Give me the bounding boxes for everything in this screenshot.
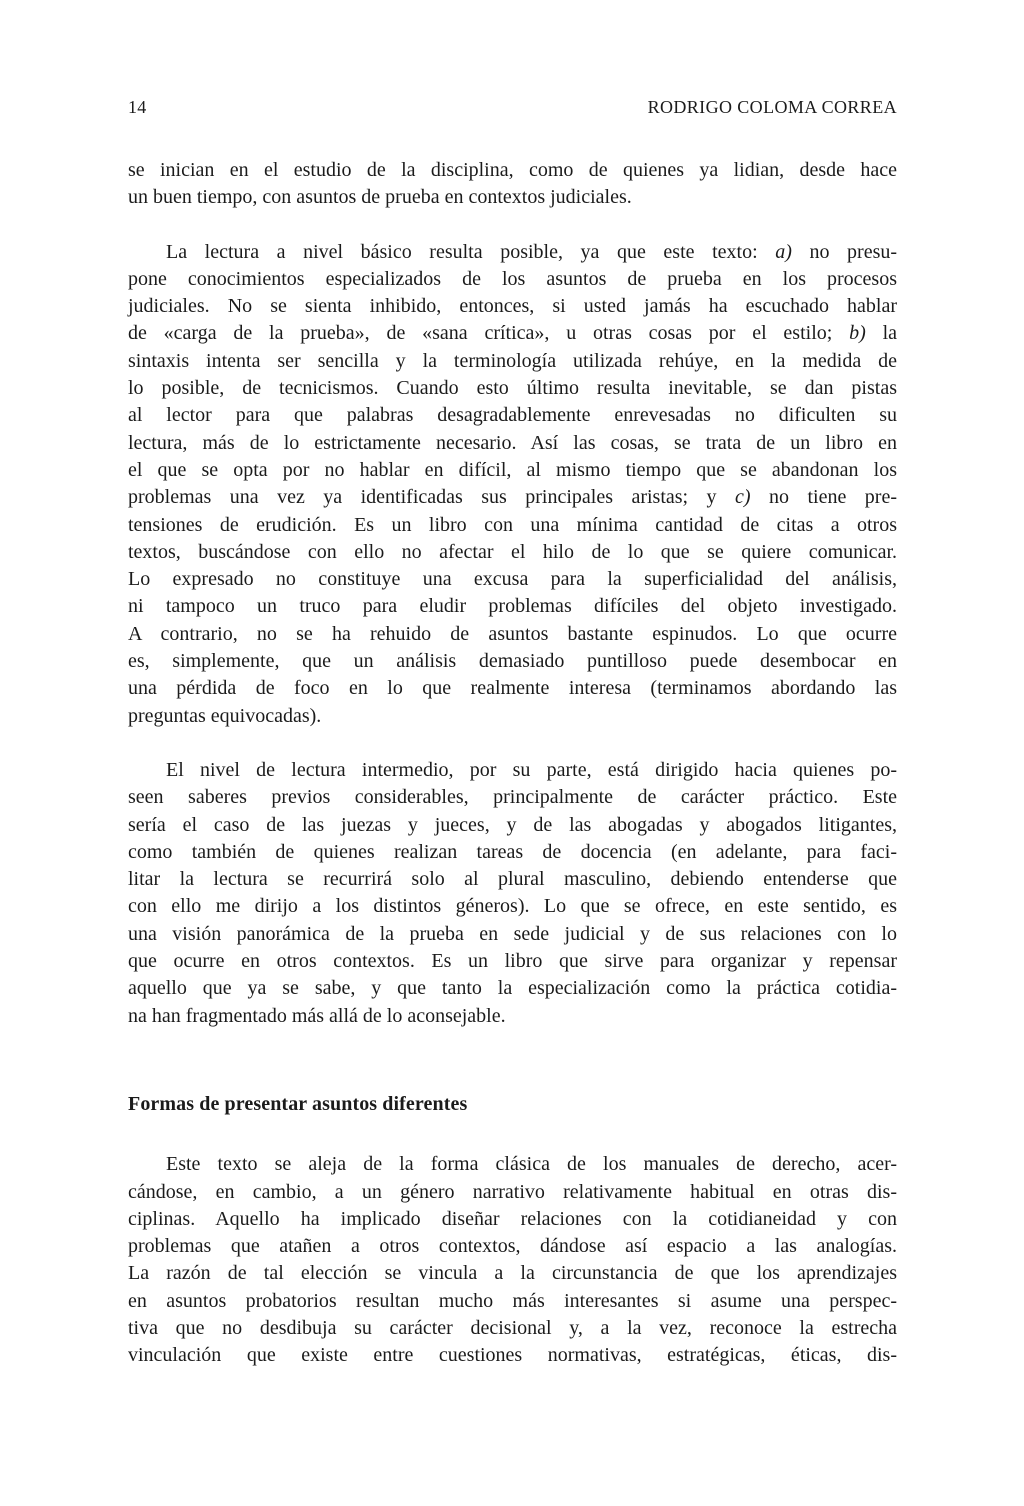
text-segment: sería el caso de las juezas y jueces, y de las abogadas y abogados litigantes,	[128, 813, 897, 836]
text-segment: na han fragmentado más allá de lo aconsejable.	[128, 1004, 506, 1027]
text-line	[128, 184, 897, 211]
text-line	[128, 975, 897, 1002]
text-segment: cándose, en cambio, a un género narrativo relativamente habitual en otras dis-	[128, 1180, 897, 1203]
text-segment: judiciales. No se sienta inhibido, entonces, si usted jamás ha escuchado hablar	[128, 295, 897, 318]
text-line	[128, 1206, 897, 1233]
text-segment: con ello me dirijo a los distintos géneros). Lo que se ofrece, en este sentido, es	[128, 895, 897, 918]
paragraph	[128, 1151, 897, 1369]
text-line	[128, 293, 897, 320]
text-line	[128, 402, 897, 429]
text-segment: pone conocimientos especializados de los asuntos de prueba en los procesos	[128, 267, 897, 290]
text-segment: una visión panorámica de la prueba en sede judicial y de sus relaciones con lo	[128, 922, 897, 945]
text-segment: no presu-	[791, 240, 898, 263]
text-segment: ciplinas. Aquello ha implicado diseñar relaciones con la cotidianeidad y con	[128, 1207, 897, 1230]
text-line	[128, 1233, 897, 1260]
text-line	[128, 1315, 897, 1342]
page-header	[128, 97, 897, 118]
text-segment: se inician en el estudio de la disciplina, como de quienes ya lidian, desde hace	[128, 159, 897, 181]
text-segment: que ocurre en otros contextos. Es un libro que sirve para organizar y repensar	[128, 950, 897, 973]
text-line	[128, 757, 897, 784]
text-line	[128, 1179, 897, 1206]
text-line	[128, 784, 897, 811]
text-segment: seen saberes previos considerables, principalmente de carácter práctico. Este	[128, 786, 897, 809]
text-line	[128, 566, 897, 593]
italic-text-segment: b)	[849, 322, 866, 345]
text-segment: en asuntos probatorios resultan mucho más interesantes si asume una perspec-	[128, 1289, 897, 1312]
text-line	[128, 812, 897, 839]
text-segment: de «carga de la prueba», de «sana crítica», u otras cosas por el estilo;	[128, 322, 850, 345]
text-line	[128, 239, 897, 266]
text-line	[128, 1003, 897, 1030]
text-segment: el que se opta por no hablar en difícil, al mismo tiempo que se abandonan los	[128, 458, 897, 481]
text-line	[128, 648, 897, 675]
text-segment: tiva que no desdibuja su carácter decisional y, a la vez, reconoce la estrecha	[128, 1316, 897, 1339]
text-segment: una pérdida de foco en lo que realmente interesa (terminamos abordando las	[128, 677, 897, 700]
paragraph	[128, 157, 897, 212]
text-segment: textos, buscándose con ello no afectar el hilo de lo que se quiere comunicar.	[128, 540, 897, 563]
text-segment: preguntas equivocadas).	[128, 704, 322, 727]
text-line	[128, 1288, 897, 1315]
text-segment: problemas que atañen a otros contextos, dándose así espacio a las analogías.	[128, 1235, 897, 1258]
text-line	[128, 921, 897, 948]
text-line	[128, 512, 897, 539]
text-segment: no tiene pre-	[750, 486, 897, 509]
paragraph	[128, 757, 897, 1030]
text-segment: lectura, más de lo estrictamente necesario. Así las cosas, se trata de un libro en	[128, 431, 897, 454]
text-segment: un buen tiempo, con asuntos de prueba en contextos judiciales.	[128, 186, 632, 209]
text-segment: Lo expresado no constituye una excusa para la superficialidad del análisis,	[128, 568, 897, 591]
text-line	[128, 430, 897, 457]
section-heading: Formas de presentar asuntos diferentes	[128, 1092, 468, 1115]
text-segment: al lector para que palabras desagradablemente enrevesadas no dificulten su	[128, 404, 897, 427]
italic-text-segment: c)	[735, 486, 751, 509]
text-line	[128, 457, 897, 484]
text-line	[128, 1260, 897, 1287]
text-segment: A contrario, no se ha rehuido de asuntos bastante espinudos. Lo que ocurre	[128, 622, 897, 645]
text-line	[128, 375, 897, 402]
page-number: 14	[128, 97, 147, 117]
page-body	[128, 118, 897, 1370]
text-line	[128, 866, 897, 893]
text-line	[128, 348, 897, 375]
text-segment: sintaxis intenta ser sencilla y la terminología utilizada rehúye, en la medida de	[128, 349, 897, 372]
text-line	[128, 839, 897, 866]
text-line	[128, 539, 897, 566]
text-segment: lo posible, de tecnicismos. Cuando esto último resulta inevitable, se dan pistas	[128, 377, 897, 400]
running-head: RODRIGO COLOMA CORREA	[647, 97, 897, 117]
text-line	[128, 157, 897, 184]
text-segment: aquello que ya se sabe, y que tanto la especialización como la práctica cotidia-	[128, 977, 897, 1000]
text-segment: como también de quienes realizan tareas de docencia (en adelante, para faci-	[128, 840, 897, 863]
text-line	[128, 484, 897, 511]
text-line	[128, 893, 897, 920]
text-segment: litar la lectura se recurrirá solo al plural masculino, debiendo entenderse que	[128, 868, 897, 891]
text-segment: la	[865, 322, 898, 345]
text-line	[128, 675, 897, 702]
paragraph	[128, 239, 897, 730]
text-segment: La lectura a nivel básico resulta posible, ya que este texto:	[166, 240, 776, 263]
text-line	[128, 266, 897, 293]
text-line	[128, 703, 897, 730]
text-segment: ni tampoco un truco para eludir problemas difíciles del objeto investigado.	[128, 595, 897, 618]
text-line	[128, 320, 897, 347]
text-segment: El nivel de lectura intermedio, por su parte, está dirigido hacia quienes po-	[166, 758, 897, 781]
text-segment: Este texto se aleja de la forma clásica de los manuales de derecho, acer-	[166, 1153, 897, 1176]
text-segment: tensiones de erudición. Es un libro con una mínima cantidad de citas a otros	[128, 513, 897, 536]
text-line	[128, 621, 897, 648]
text-line	[128, 593, 897, 620]
text-segment: vinculación que existe entre cuestiones normativas, estratégicas, éticas, dis-	[128, 1344, 897, 1367]
text-line	[128, 948, 897, 975]
text-segment: es, simplemente, que un análisis demasiado puntilloso puede desembocar en	[128, 650, 897, 673]
text-line	[128, 1342, 897, 1369]
text-segment: La razón de tal elección se vincula a la circunstancia de que los aprendizajes	[128, 1262, 897, 1285]
italic-text-segment: a)	[775, 240, 792, 263]
text-line	[128, 1151, 897, 1178]
text-segment: problemas una vez ya identificadas sus principales aristas; y	[128, 486, 736, 509]
